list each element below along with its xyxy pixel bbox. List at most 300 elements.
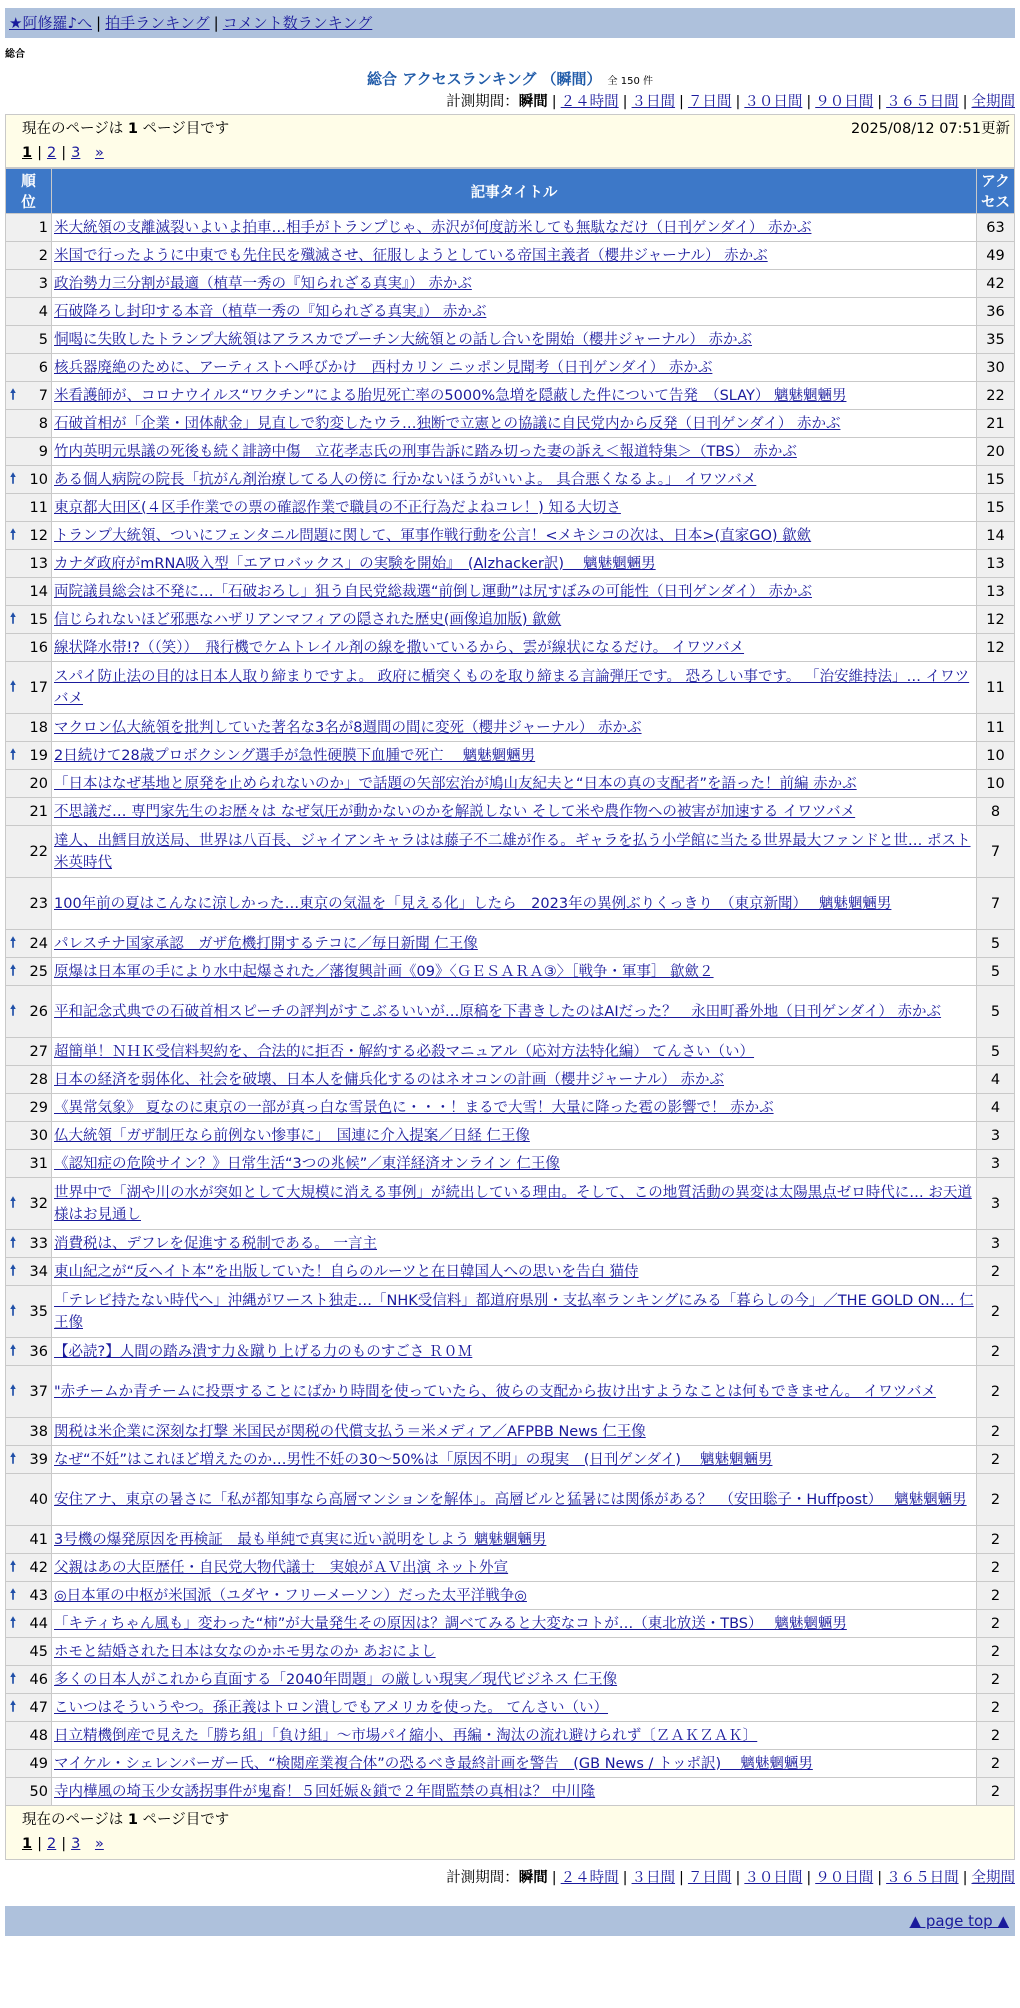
table-row xyxy=(6,1230,1015,1258)
period-label: 計測期間： xyxy=(446,94,519,110)
article-link[interactable]: 米大統領の支離滅裂いよいよ拍車…相手がトランプじゃ、赤沢が何度訪米しても無駄なだけ（日刊ゲンダイ） 赤かぶ xyxy=(54,219,812,236)
table-row xyxy=(6,930,1015,958)
rank-cell xyxy=(6,1554,52,1582)
title-cell xyxy=(52,410,977,438)
access-count: 2 xyxy=(977,1474,1015,1526)
table-row xyxy=(6,578,1015,606)
access-count: 35 xyxy=(977,326,1015,354)
access-count: 2 xyxy=(977,1610,1015,1638)
title-cell xyxy=(52,382,977,410)
table-row xyxy=(6,1066,1015,1094)
rank-number: 37 xyxy=(29,1383,48,1400)
title-cell xyxy=(52,1554,977,1582)
access-count: 10 xyxy=(977,742,1015,770)
rank-up-arrow-icon: 🠕 xyxy=(10,1614,17,1631)
rank-header: 順 位 xyxy=(6,169,52,214)
rank-number: 26 xyxy=(29,1003,48,1020)
access-count: 12 xyxy=(977,606,1015,634)
rank-cell xyxy=(6,1778,52,1806)
rank-number: 46 xyxy=(29,1671,48,1688)
access-count: 30 xyxy=(977,354,1015,382)
rank-number: 3 xyxy=(38,275,48,292)
article-link[interactable]: 東山紀之が“反ヘイト本”を出版していた！自らのルーツと在日韓国人への思いを告白 猫侍 xyxy=(54,1263,639,1280)
rank-up-arrow-icon: 🠕 xyxy=(10,1558,17,1575)
rank-number: 5 xyxy=(38,331,48,348)
article-link[interactable]: 《異常気象》 夏なのに東京の一部が真っ白な雪景色に・・・！まるで大雪！大量に降った雹の影響で！ 赤かぶ xyxy=(54,1099,774,1116)
rank-number: 10 xyxy=(29,471,48,488)
rank-cell xyxy=(6,1338,52,1366)
access-count: 2 xyxy=(977,1694,1015,1722)
access-count: 2 xyxy=(977,1750,1015,1778)
article-link[interactable]: パレスチナ国家承認 ガザ危機打開するテコに／毎日新聞 仁王像 xyxy=(54,935,478,952)
access-count: 63 xyxy=(977,214,1015,242)
access-count: 10 xyxy=(977,770,1015,798)
title-cell xyxy=(52,878,977,930)
title-cell xyxy=(52,1638,977,1666)
rank-number: 20 xyxy=(29,775,48,792)
title-cell xyxy=(52,1338,977,1366)
article-link[interactable]: 安住アナ、東京の暑さに「私が都知事なら高層マンションを解体」。高層ビルと猛暑には関係がある？ （安田聡子・Huffpost） 魑魅魍魎男 xyxy=(54,1491,967,1508)
table-row xyxy=(6,1286,1015,1338)
rank-number: 48 xyxy=(29,1727,48,1744)
rank-number: 1 xyxy=(38,219,48,236)
rank-cell xyxy=(6,1178,52,1230)
pager-separator: | xyxy=(61,145,67,161)
title-cell xyxy=(52,1038,977,1066)
article-link[interactable]: カナダ政府がmRNA吸入型「エアロバックス」の実験を開始』 (Alzhacker訳) 魑魅魍魎男 xyxy=(54,555,656,572)
access-count: 7 xyxy=(977,826,1015,878)
ranking-table xyxy=(5,168,1015,1806)
article-link[interactable]: 父親はあの大臣歴任・自民党大物代議士 実娘がＡＶ出演 ネット外宣 xyxy=(54,1559,509,1576)
page-wrapper xyxy=(5,0,1015,1936)
table-row xyxy=(6,242,1015,270)
pager-next[interactable]: » xyxy=(94,145,104,161)
rank-cell xyxy=(6,1122,52,1150)
rank-number: 44 xyxy=(29,1615,48,1632)
table-header-row xyxy=(6,169,1015,214)
period-separator: | xyxy=(735,1870,741,1886)
rank-cell xyxy=(6,410,52,438)
rank-number: 18 xyxy=(29,719,48,736)
title-cell xyxy=(52,1722,977,1750)
access-count: 2 xyxy=(977,1258,1015,1286)
pager-current: 1 xyxy=(22,145,33,161)
access-count: 2 xyxy=(977,1778,1015,1806)
table-row xyxy=(6,494,1015,522)
title-cell xyxy=(52,578,977,606)
period-option-5[interactable]: ３６５日間 xyxy=(886,94,959,110)
rank-number: 40 xyxy=(29,1491,48,1508)
rank-up-arrow-icon: 🠕 xyxy=(10,1586,17,1603)
title-cell xyxy=(52,298,977,326)
article-link[interactable]: 関税は米企業に深刻な打撃 米国民が関税の代償支払う＝米メディア／AFPBB News 仁王像 xyxy=(54,1423,646,1440)
article-link[interactable]: 両院議員総会は不発に…「石破おろし」狙う自民党総裁選“前倒し運動”は尻すぼみの可能性（日刊ゲンダイ） 赤かぶ xyxy=(54,583,812,600)
period-option-3[interactable]: ３０日間 xyxy=(744,1870,803,1886)
rank-number: 14 xyxy=(29,583,48,600)
rank-up-arrow-icon: 🠕 xyxy=(10,526,17,543)
current-page-text: 現在のページは 1 ページ目です xyxy=(22,1812,230,1828)
rank-number: 33 xyxy=(29,1235,48,1252)
article-link[interactable]: 米看護師が、コロナウイルス“ワクチン”による胎児死亡率の5000%急増を隠蔽した件について告発 （SLAY） 魑魅魍魎男 xyxy=(54,387,847,404)
access-count: 5 xyxy=(977,1038,1015,1066)
article-link[interactable]: 東京都大田区(４区手作業での票の確認作業で職員の不正行為だよねコレ！) 知る大切さ xyxy=(54,499,621,516)
table-row xyxy=(6,1526,1015,1554)
article-link[interactable]: 2日続けて28歳プロボクシング選手が急性硬膜下血腫で死亡 魑魅魍魎男 xyxy=(54,747,536,764)
rank-number: 32 xyxy=(29,1195,48,1212)
rank-cell xyxy=(6,770,52,798)
rank-up-arrow-icon: 🠕 xyxy=(10,746,17,763)
access-count: 4 xyxy=(977,1094,1015,1122)
heading-row xyxy=(5,68,1015,90)
article-link[interactable]: 100年前の夏はこんなに涼しかった…東京の気温を「見える化」したら 2023年の異例ぶりくっきり （東京新聞） 魑魅魍魎男 xyxy=(54,895,892,912)
pager-link-2[interactable]: 2 xyxy=(46,145,57,161)
rank-cell xyxy=(6,1038,52,1066)
footer-bar xyxy=(5,1906,1015,1936)
table-row xyxy=(6,662,1015,714)
title-cell xyxy=(52,1694,977,1722)
rank-cell xyxy=(6,1230,52,1258)
rank-cell xyxy=(6,606,52,634)
rank-cell xyxy=(6,1366,52,1418)
rank-cell xyxy=(6,522,52,550)
article-link[interactable]: 消費税は、デフレを促進する税制である。 一言主 xyxy=(54,1235,378,1252)
table-row xyxy=(6,1554,1015,1582)
article-link[interactable]: 石破首相が「企業・団体献金」見直しで豹変したウラ…独断で立憲との協議に自民党内から反発（日刊ゲンダイ） 赤かぶ xyxy=(54,415,841,432)
table-row xyxy=(6,1094,1015,1122)
title-cell xyxy=(52,494,977,522)
table-row xyxy=(6,1694,1015,1722)
rank-cell xyxy=(6,1610,52,1638)
pager-link-3[interactable]: 3 xyxy=(71,145,81,161)
rank-cell xyxy=(6,1094,52,1122)
rank-number: 2 xyxy=(38,247,48,264)
table-row xyxy=(6,1038,1015,1066)
access-count: 36 xyxy=(977,298,1015,326)
period-selector-bottom xyxy=(5,1864,1015,1892)
rank-up-arrow-icon: 🠕 xyxy=(10,1698,17,1715)
rank-up-arrow-icon: 🠕 xyxy=(10,1194,17,1211)
period-option-0[interactable]: ２４時間 xyxy=(560,1870,619,1886)
access-count: 2 xyxy=(977,1526,1015,1554)
title-cell xyxy=(52,270,977,298)
rank-number: 4 xyxy=(38,303,48,320)
pagination-bottom xyxy=(5,1806,1015,1860)
title-cell xyxy=(52,214,977,242)
table-row xyxy=(6,354,1015,382)
article-link[interactable]: 3号機の爆発原因を再検証 最も単純で真実に近い説明をしよう 魑魅魍魎男 xyxy=(54,1531,547,1548)
pager-next[interactable]: » xyxy=(94,1836,104,1852)
rank-number: 21 xyxy=(29,803,48,820)
period-current: 瞬間 xyxy=(518,94,548,110)
item-count: 全 150 件 xyxy=(607,76,653,87)
period-option-4[interactable]: ９０日間 xyxy=(815,94,874,110)
access-count: 14 xyxy=(977,522,1015,550)
rank-number: 31 xyxy=(29,1155,48,1172)
rank-number: 15 xyxy=(29,611,48,628)
article-link[interactable]: 「日本はなぜ基地と原発を止められないのか」で話題の矢部宏治が鳩山友紀夫と“日本の真の支配者”を語った！前編 赤かぶ xyxy=(54,775,857,792)
title-cell xyxy=(52,1230,977,1258)
article-link[interactable]: なぜ“不妊”はこれほど増えたのか…男性不妊の30～50%は「原因不明」の現実 (日刊ゲンダイ) 魑魅魍魎男 xyxy=(54,1451,773,1468)
rank-number: 39 xyxy=(29,1451,48,1468)
rank-up-arrow-icon: 🠕 xyxy=(10,610,17,627)
period-separator: | xyxy=(962,1870,968,1886)
article-link[interactable]: 信じられないほど邪悪なハザリアンマフィアの隠された歴史(画像追加版) 歙歛 xyxy=(54,611,562,628)
rank-cell xyxy=(6,578,52,606)
title-cell xyxy=(52,326,977,354)
rank-cell xyxy=(6,878,52,930)
rank-cell xyxy=(6,1750,52,1778)
title-cell xyxy=(52,1258,977,1286)
title-cell xyxy=(52,1750,977,1778)
period-option-6[interactable]: 全期間 xyxy=(971,94,1015,110)
access-count: 49 xyxy=(977,242,1015,270)
period-separator: | xyxy=(806,1870,812,1886)
period-option-6[interactable]: 全期間 xyxy=(971,1870,1015,1886)
rank-number: 35 xyxy=(29,1303,48,1320)
period-current: 瞬間 xyxy=(518,1870,548,1886)
access-count: 2 xyxy=(977,1722,1015,1750)
table-row xyxy=(6,1150,1015,1178)
period-separator: | xyxy=(877,94,883,110)
title-cell xyxy=(52,1582,977,1610)
article-link[interactable]: トランプ大統領、ついにフェンタニル問題に関して、軍事作戦行動を公言！<メキシコの次は、日本>(直家GO) 歙歛 xyxy=(54,527,812,544)
period-separator: | xyxy=(622,94,628,110)
top-nav xyxy=(5,8,1015,38)
article-link[interactable]: スパイ防止法の目的は日本人取り締まりですよ。 政府に楯突くものを取り締まる言論弾圧です。 恐ろしい事です。 「治安維持法」… イワツバメ xyxy=(54,668,970,707)
table-row xyxy=(6,1778,1015,1806)
rank-cell xyxy=(6,326,52,354)
article-link[interactable]: 平和記念式典での石破首相スピーチの評判がすこぶるいいが…原稿を下書きしたのはAIだった？ 永田町番外地（日刊ゲンダイ） 赤かぶ xyxy=(54,1003,942,1020)
rank-cell xyxy=(6,298,52,326)
article-link[interactable]: 不思議だ… 専門家先生のお歴々は なぜ気圧が動かないのかを解説しない そして米や農作物への被害が加速する イワツバメ xyxy=(54,803,856,820)
rank-number: 12 xyxy=(29,527,48,544)
period-separator: | xyxy=(622,1870,628,1886)
article-link[interactable]: 日立精機倒産で見えた「勝ち組」「負け組」～市場パイ縮小、再編・淘汰の流れ避けられず〔ＺＡＫＺＡＫ〕 xyxy=(54,1727,758,1744)
rank-up-arrow-icon: 🠕 xyxy=(10,1262,17,1279)
rank-number: 34 xyxy=(29,1263,48,1280)
article-link[interactable]: マクロン仏大統領を批判していた著名な3名が8週間の間に変死（櫻井ジャーナル） 赤かぶ xyxy=(54,719,642,736)
rank-cell xyxy=(6,714,52,742)
clap-ranking-link[interactable]: 拍手ランキング xyxy=(105,14,210,32)
access-count: 5 xyxy=(977,930,1015,958)
rank-up-arrow-icon: 🠕 xyxy=(10,962,17,979)
table-row xyxy=(6,298,1015,326)
period-label: 計測期間： xyxy=(446,1870,519,1886)
title-cell xyxy=(52,522,977,550)
access-count: 2 xyxy=(977,1286,1015,1338)
access-count: 15 xyxy=(977,494,1015,522)
rank-cell xyxy=(6,634,52,662)
rank-number: 16 xyxy=(29,639,48,656)
article-link[interactable]: ホモと結婚された日本は女なのかホモ男なのか あおによし xyxy=(54,1643,436,1660)
pager xyxy=(22,141,1010,165)
rank-up-arrow-icon: 🠕 xyxy=(10,1234,17,1251)
rank-number: 29 xyxy=(29,1099,48,1116)
table-row xyxy=(6,326,1015,354)
rank-up-arrow-icon: 🠕 xyxy=(10,386,17,403)
period-option-0[interactable]: ２４時間 xyxy=(560,94,619,110)
table-row xyxy=(6,798,1015,826)
access-count: 3 xyxy=(977,1178,1015,1230)
table-row xyxy=(6,1750,1015,1778)
title-cell xyxy=(52,466,977,494)
rank-cell xyxy=(6,1694,52,1722)
rank-cell xyxy=(6,958,52,986)
article-link[interactable]: 多くの日本人がこれから直面する「2040年問題」の厳しい現実／現代ビジネス 仁王像 xyxy=(54,1671,618,1688)
article-link[interactable]: ◎日本軍の中枢が米国派（ユダヤ・フリーメーソン）だった太平洋戦争◎ xyxy=(54,1587,527,1604)
table-row xyxy=(6,1122,1015,1150)
article-link[interactable]: 原爆は日本軍の手により水中起爆された／藩復興計画《09》〈ＧＥＳＡＲＡ③〉［戦争・軍事］ 歙歛２ xyxy=(54,963,714,980)
rank-number: 6 xyxy=(38,359,48,376)
title-cell xyxy=(52,798,977,826)
period-separator: | xyxy=(679,94,684,110)
rank-number: 43 xyxy=(29,1587,48,1604)
table-row xyxy=(6,522,1015,550)
table-row xyxy=(6,634,1015,662)
access-count: 5 xyxy=(977,958,1015,986)
table-row xyxy=(6,1638,1015,1666)
period-selector-top xyxy=(5,90,1015,114)
table-row xyxy=(6,1178,1015,1230)
rank-number: 8 xyxy=(38,415,48,432)
pagination-top xyxy=(5,114,1015,168)
rank-up-arrow-icon: 🠕 xyxy=(10,1450,17,1467)
title-cell xyxy=(52,1526,977,1554)
rank-up-arrow-icon: 🠕 xyxy=(10,678,17,695)
pager-link-2[interactable]: 2 xyxy=(46,1836,57,1852)
table-row xyxy=(6,1610,1015,1638)
pager-link-3[interactable]: 3 xyxy=(71,1836,81,1852)
article-link[interactable]: 竹内英明元県議の死後も続く誹謗中傷 立花孝志氏の刑事告訴に踏み切った妻の訴え＜報道特集＞（TBS） 赤かぶ xyxy=(54,443,797,460)
table-row xyxy=(6,438,1015,466)
current-page-text: 現在のページは 1 ページ目です xyxy=(22,121,230,137)
category-label: 総合 xyxy=(5,49,25,60)
table-row xyxy=(6,1258,1015,1286)
article-link[interactable]: 石破降ろし封印する本音（植草一秀の『知られざる真実』） 赤かぶ xyxy=(54,303,487,320)
period-separator: | xyxy=(551,1870,557,1886)
rank-number: 13 xyxy=(29,555,48,572)
rank-cell xyxy=(6,1258,52,1286)
title-cell xyxy=(52,958,977,986)
table-row xyxy=(6,214,1015,242)
article-link[interactable]: "赤チームか青チームに投票することにばかり時間を使っていたら、彼らの支配から抜け出すようなことは何もできません。 イワツバメ xyxy=(54,1383,936,1400)
period-option-1[interactable]: ３日間 xyxy=(631,94,676,110)
title-cell xyxy=(52,354,977,382)
title-cell xyxy=(52,438,977,466)
rank-cell xyxy=(6,1474,52,1526)
article-link[interactable]: ある個人病院の院長「抗がん剤治療してる人の傍に 行かないほうがいいよ。 具合悪くなるよ。」 イワツバメ xyxy=(54,471,757,488)
rank-number: 25 xyxy=(29,963,48,980)
article-link[interactable]: こいつはそういうやつ。孫正義はトロン潰しでもアメリカを使った。 てんさい（い） xyxy=(54,1699,609,1716)
article-link[interactable]: 《認知症の危険サイン？》日常生活“3つの兆候”／東洋経済オンライン 仁王像 xyxy=(54,1155,560,1172)
title-cell xyxy=(52,1418,977,1446)
comment-ranking-link[interactable]: コメント数ランキング xyxy=(222,14,373,32)
title-cell xyxy=(52,242,977,270)
rank-number: 11 xyxy=(29,499,48,516)
access-count: 12 xyxy=(977,634,1015,662)
access-count: 21 xyxy=(977,410,1015,438)
article-link[interactable]: 線状降水帯!?（（笑）） 飛行機でケムトレイル剤の線を撒いているから、雲が線状になるだけ。 イワツバメ xyxy=(54,639,745,656)
access-count: 3 xyxy=(977,1230,1015,1258)
article-link[interactable]: 超簡単！ＮＨＫ受信料契約を、合法的に拒否・解約する必殺マニュアル（応対方法特化編） てんさい（い） xyxy=(54,1043,755,1060)
rank-number: 47 xyxy=(29,1699,48,1716)
title-cell xyxy=(52,1474,977,1526)
access-count: 2 xyxy=(977,1446,1015,1474)
rank-cell xyxy=(6,1666,52,1694)
page-top-link[interactable]: ▲ page top ▲ xyxy=(909,1912,1009,1930)
rank-cell xyxy=(6,1066,52,1094)
rank-up-arrow-icon: 🠕 xyxy=(10,1002,17,1019)
article-link[interactable]: 米国で行ったように中東でも先住民を殲滅させ、征服しようとしている帝国主義者（櫻井ジャーナル） 赤かぶ xyxy=(54,247,768,264)
article-link[interactable]: 恫喝に失敗したトランプ大統領はアラスカでプーチン大統領との話し合いを開始（櫻井ジャーナル） 赤かぶ xyxy=(54,331,752,348)
period-separator: | xyxy=(679,1870,684,1886)
home-link[interactable]: ★阿修羅♪へ xyxy=(9,14,93,32)
article-link[interactable]: 「テレビ持たない時代へ」沖縄がワースト独走…「NHK受信料」都道府県別・支払率ランキングにみる「暮らしの今」／THE GOLD ON… 仁王像 xyxy=(54,1292,974,1331)
rank-up-arrow-icon: 🠕 xyxy=(10,1342,17,1359)
pager-separator: | xyxy=(61,1836,67,1852)
period-option-3[interactable]: ３０日間 xyxy=(744,94,803,110)
table-row xyxy=(6,1582,1015,1610)
rank-up-arrow-icon: 🠕 xyxy=(10,1382,17,1399)
rank-cell xyxy=(6,1526,52,1554)
article-link[interactable]: マイケル・シェレンバーガー氏、“検閲産業複合体”の恐るべき最終計画を警告 (GB News / トッポ訳) 魑魅魍魎男 xyxy=(54,1755,813,1772)
period-option-2[interactable]: ７日間 xyxy=(687,94,732,110)
rank-cell xyxy=(6,466,52,494)
title-cell xyxy=(52,742,977,770)
title-cell xyxy=(52,1446,977,1474)
access-count: 13 xyxy=(977,578,1015,606)
article-link[interactable]: 仏大統領「ガザ制圧なら前例ない惨事に」 国連に介入提案／日経 仁王像 xyxy=(54,1127,530,1144)
pager-current: 1 xyxy=(22,1836,33,1852)
rank-cell xyxy=(6,1722,52,1750)
article-link[interactable]: 【必読?】人間の踏み潰す力＆蹴り上げる力のものすごさ Ｒ０Ｍ xyxy=(54,1343,473,1360)
access-count: 15 xyxy=(977,466,1015,494)
article-link[interactable]: 世界中で「湖や川の水が突如として大規模に消える事例」が続出している理由。そして、この地質活動の異変は太陽黒点ゼロ時代に… お天道様はお見通し xyxy=(54,1184,972,1223)
period-option-5[interactable]: ３６５日間 xyxy=(886,1870,959,1886)
article-link[interactable]: 「キティちゃん風も」変わった“柿”が大量発生その原因は？調べてみると大変なコトが…（東北放送・TBS） 魑魅魍魎男 xyxy=(54,1615,847,1632)
period-option-1[interactable]: ３日間 xyxy=(631,1870,676,1886)
article-link[interactable]: 日本の経済を弱体化、社会を破壊、日本人を傭兵化するのはネオコンの計画（櫻井ジャーナル） 赤かぶ xyxy=(54,1071,725,1088)
table-row xyxy=(6,550,1015,578)
title-cell xyxy=(52,1066,977,1094)
title-cell xyxy=(52,1666,977,1694)
rank-number: 30 xyxy=(29,1127,48,1144)
title-cell xyxy=(52,1150,977,1178)
article-link[interactable]: 達人、出鱈目放送局、世界は八百長、ジャイアンキャラはは藤子不二雄が作る。ギャラを払う小学館に当たる世界最大ファンドと世… ポスト米英時代 xyxy=(54,832,971,871)
title-cell xyxy=(52,1610,977,1638)
rank-number: 49 xyxy=(29,1755,48,1772)
rank-cell xyxy=(6,930,52,958)
rank-cell xyxy=(6,986,52,1038)
access-count: 2 xyxy=(977,1338,1015,1366)
period-option-2[interactable]: ７日間 xyxy=(687,1870,732,1886)
rank-number: 36 xyxy=(29,1343,48,1360)
article-link[interactable]: 核兵器廃絶のために、アーティストへ呼びかけ 西村カリン ニッポン見聞考（日刊ゲンダイ） 赤かぶ xyxy=(54,359,713,376)
access-count: 2 xyxy=(977,1666,1015,1694)
access-count: 11 xyxy=(977,714,1015,742)
rank-cell xyxy=(6,1582,52,1610)
updated-timestamp: 2025/08/12 07:51更新 xyxy=(851,121,1010,137)
period-option-4[interactable]: ９０日間 xyxy=(815,1870,874,1886)
article-link[interactable]: 政治勢力三分割が最適（植草一秀の『知られざる真実』） 赤かぶ xyxy=(54,275,472,292)
article-link[interactable]: 寺内樺風の埼玉少女誘拐事件が鬼畜！５回妊娠＆鎖で２年間監禁の真相は？ 中川隆 xyxy=(54,1783,596,1800)
period-separator: | xyxy=(735,94,741,110)
rank-number: 19 xyxy=(29,747,48,764)
access-count: 2 xyxy=(977,1582,1015,1610)
rank-cell xyxy=(6,1418,52,1446)
rank-number: 38 xyxy=(29,1423,48,1440)
title-cell xyxy=(52,1778,977,1806)
